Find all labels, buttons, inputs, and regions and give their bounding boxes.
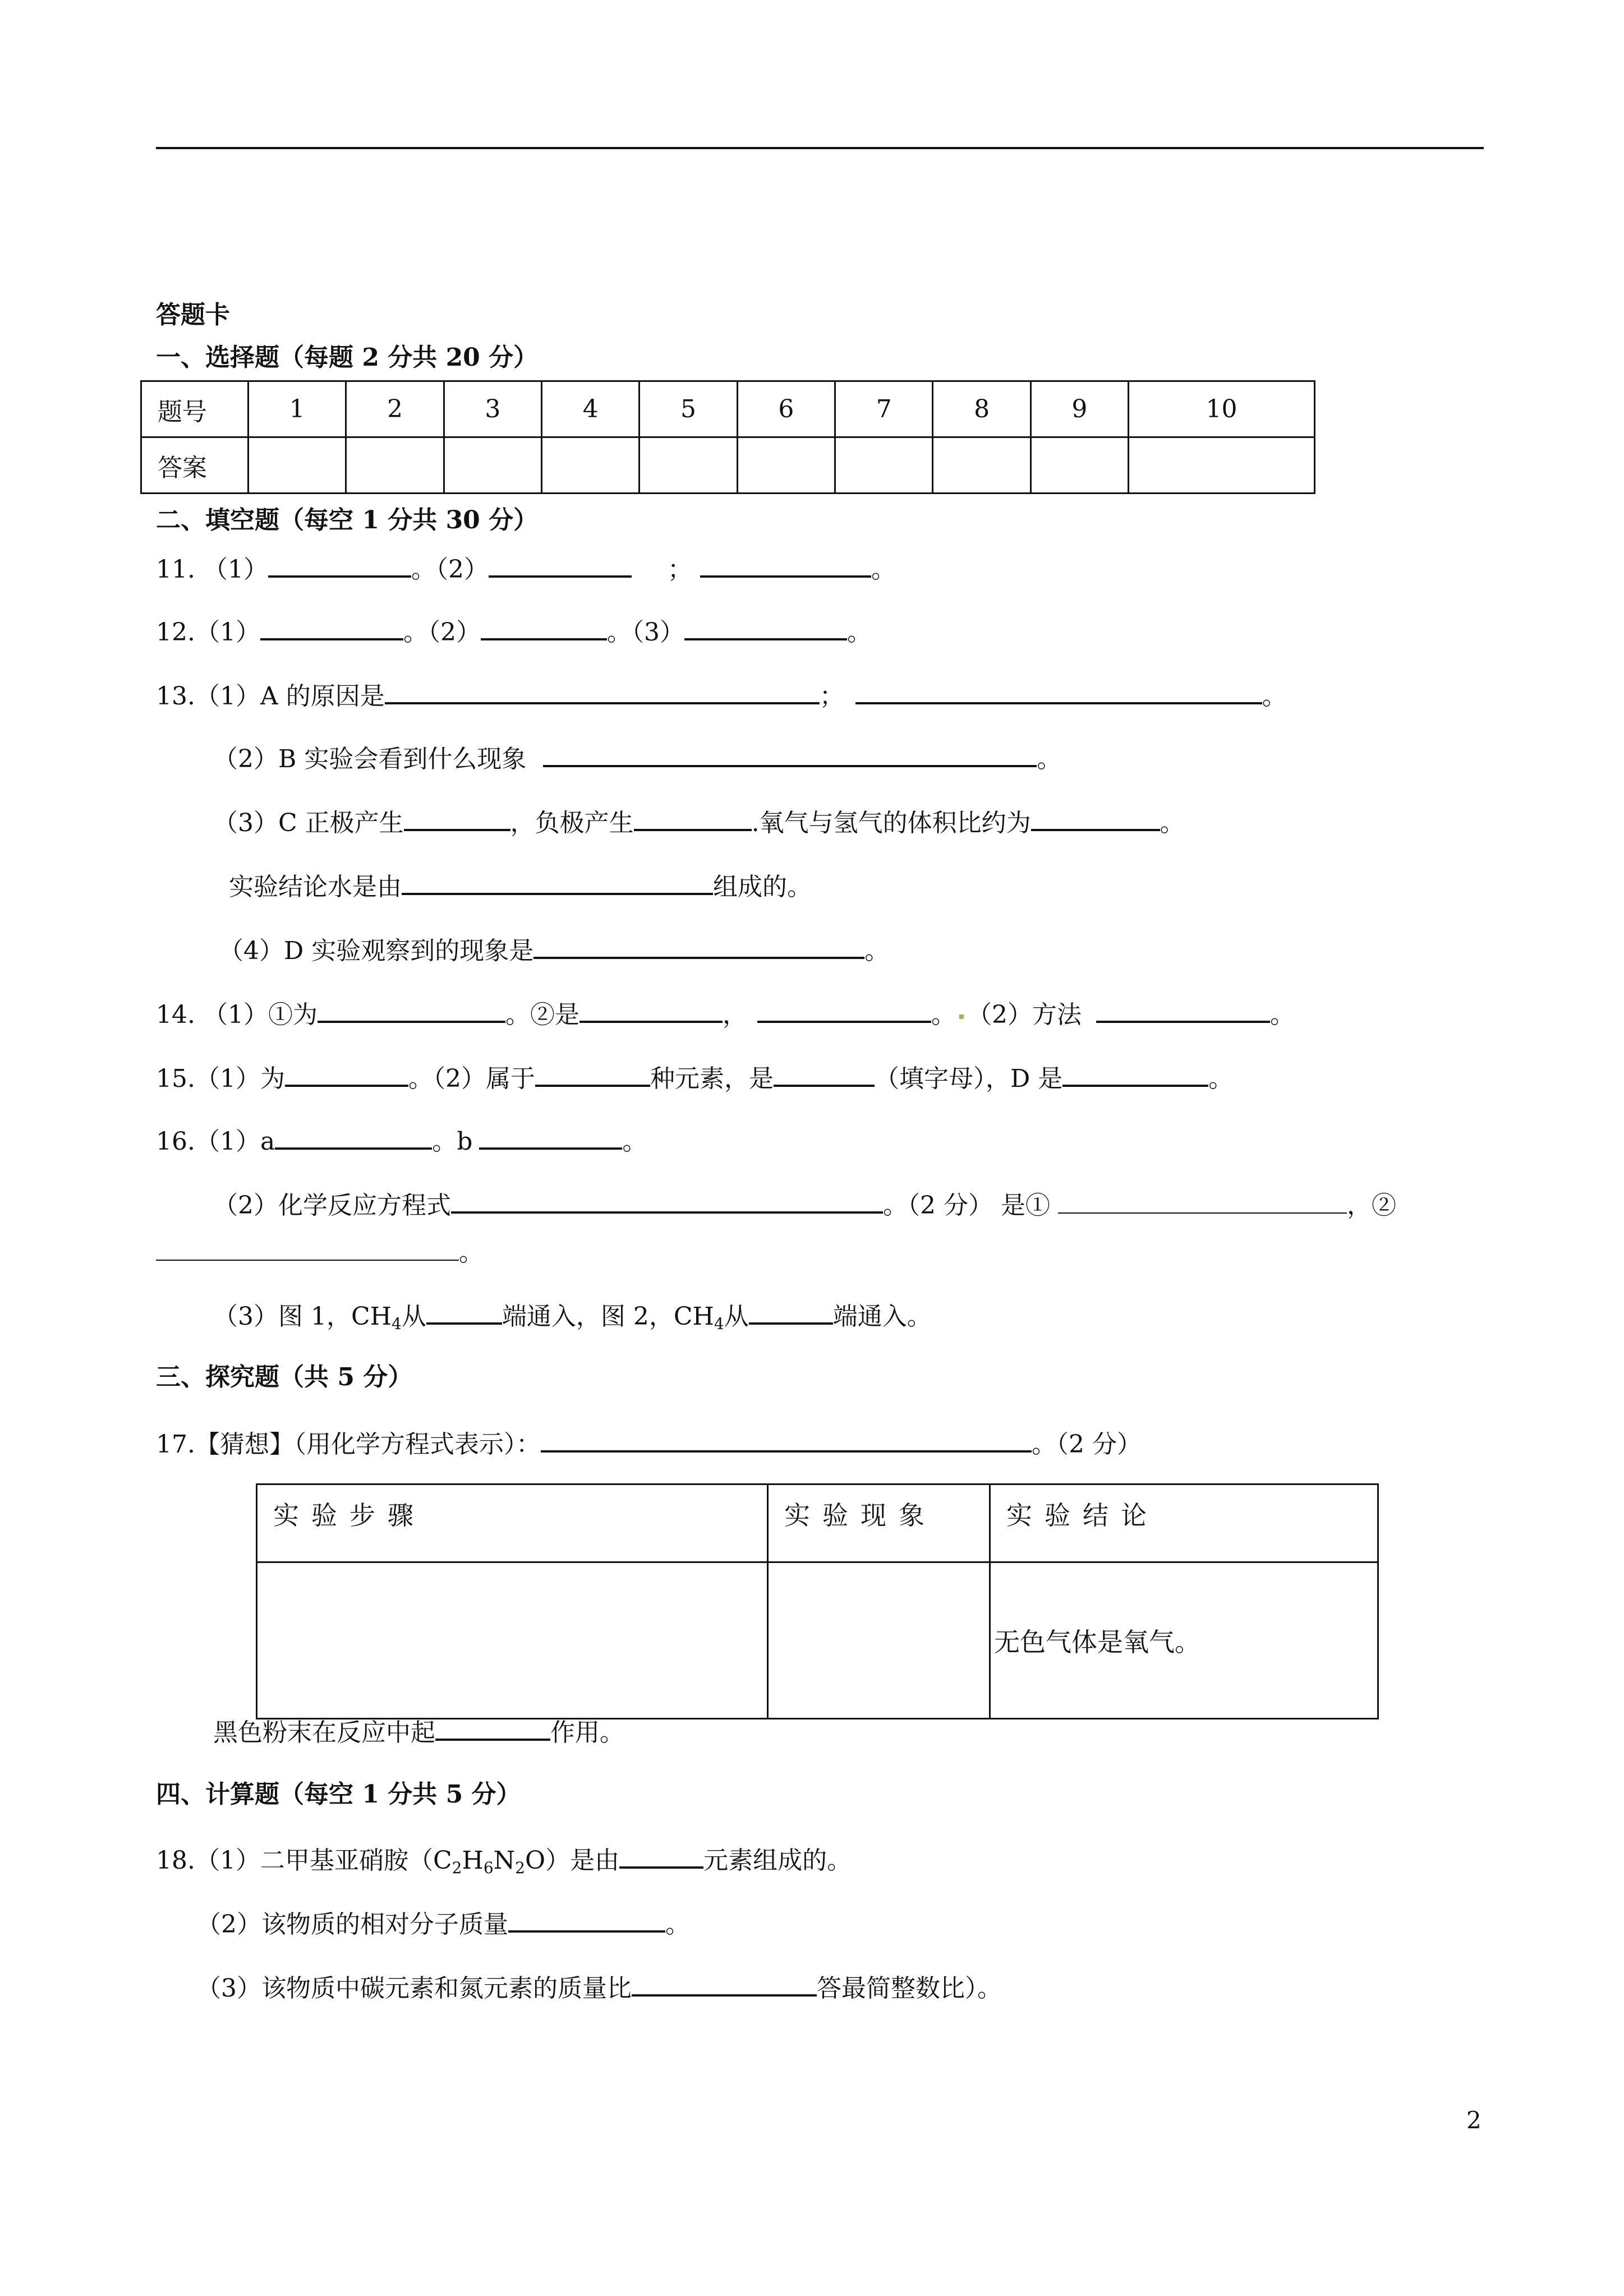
question-14: 14. （1）①为 。②是 ， 。 （2）方法 。: [156, 1001, 1295, 1029]
answer-blank[interactable]: [402, 872, 713, 895]
answer-cell[interactable]: [346, 437, 444, 494]
question-16-part-1: 16.（1）a 。b 。: [156, 1127, 647, 1156]
answer-blank[interactable]: [632, 1973, 817, 1997]
number-cell: 3: [444, 381, 541, 437]
header-rule: [156, 147, 1484, 149]
answer-blank[interactable]: [426, 1301, 502, 1325]
answer-blank[interactable]: [489, 554, 632, 578]
question-13-part-1: 13.（1）A 的原因是 ； 。: [156, 682, 1287, 711]
answer-cell[interactable]: [933, 437, 1030, 494]
answer-blank[interactable]: [749, 1301, 833, 1325]
question-number-row: [141, 381, 1315, 437]
question-11: 11. （1） 。（2） ； 。: [156, 555, 896, 584]
number-cell: 10: [1129, 381, 1315, 437]
answer-blank[interactable]: [318, 999, 505, 1023]
answer-blank[interactable]: [1031, 808, 1160, 831]
answer-blank[interactable]: [774, 1063, 875, 1087]
answer-blank[interactable]: [541, 1429, 1032, 1453]
answer-blank[interactable]: [268, 554, 411, 578]
number-cell: 4: [542, 381, 640, 437]
card-title: 答题卡: [156, 301, 230, 329]
answer-cell[interactable]: [737, 437, 835, 494]
answer-blank[interactable]: [156, 1238, 459, 1261]
answer-blank[interactable]: [260, 617, 403, 640]
answer-blank[interactable]: [404, 808, 510, 831]
section-3-title: 三、探究题（共 5 分）: [156, 1363, 413, 1391]
question-18-part-3: （3）该物质中碳元素和氮元素的质量比 答最简整数比）。: [196, 1974, 1002, 2003]
answer-blank[interactable]: [533, 935, 864, 959]
question-13-part-2: （2）B 实验会看到什么现象 。: [213, 745, 1062, 773]
answer-blank[interactable]: [619, 1845, 703, 1869]
question-15: 15.（1）为 。（2）属于 种元素，是 （填字母），D 是 。: [156, 1064, 1234, 1093]
question-16-part-2: （2）化学反应方程式 。（2 分） 是① ，②: [213, 1191, 1396, 1220]
steps-cell[interactable]: [257, 1562, 768, 1719]
number-cell: 7: [835, 381, 933, 437]
question-17-after: 黑色粉末在反应中起 作用。: [213, 1718, 624, 1747]
answer-blank[interactable]: [479, 1126, 622, 1150]
answer-blank[interactable]: [757, 999, 931, 1023]
choice-answer-table: [140, 380, 1315, 494]
row-label-answer: 答案: [141, 437, 249, 494]
section-4-title: 四、计算题（每空 1 分共 5 分）: [156, 1780, 521, 1809]
number-cell: 8: [933, 381, 1030, 437]
experiment-row: [257, 1562, 1378, 1719]
question-13-part-3: （3）C 正极产生 ，负极产生 .氧气与氢气的体积比约为 。: [213, 809, 1185, 837]
answer-blank[interactable]: [451, 1190, 883, 1214]
answer-cell[interactable]: [542, 437, 640, 494]
answer-blank[interactable]: [1062, 1063, 1208, 1087]
number-cell: 6: [737, 381, 835, 437]
experiment-header-row: [257, 1484, 1378, 1562]
header-phenomenon: 实验现象: [768, 1484, 990, 1562]
answer-blank[interactable]: [481, 617, 607, 640]
number-cell: 1: [249, 381, 346, 437]
section-2-title: 二、填空题（每空 1 分共 30 分）: [156, 506, 539, 534]
question-12: 12.（1） 。（2） 。（3） 。: [156, 618, 872, 647]
answer-blank[interactable]: [1096, 999, 1270, 1023]
number-cell: 2: [346, 381, 444, 437]
answer-blank[interactable]: [535, 1063, 650, 1087]
answer-blank[interactable]: [684, 617, 847, 640]
conclusion-cell: 无色气体是氧气。: [990, 1562, 1378, 1719]
question-13-conclusion: 实验结论水是由 组成的。: [229, 873, 812, 901]
answer-blank[interactable]: [579, 999, 723, 1023]
answer-blank[interactable]: [634, 808, 752, 831]
question-13-part-4: （4）D 实验观察到的现象是 。: [219, 937, 890, 965]
question-18-part-1: 18.（1）二甲基亚硝胺$(C_2H_6N_2O)$是由 元素组成的。: [156, 1846, 852, 1877]
answer-cell[interactable]: [1129, 437, 1315, 494]
answer-blank[interactable]: [855, 681, 1262, 704]
answer-blank[interactable]: [275, 1126, 432, 1150]
answer-cell[interactable]: [249, 437, 346, 494]
phenomenon-cell[interactable]: [768, 1562, 990, 1719]
answer-blank[interactable]: [1058, 1191, 1347, 1214]
header-steps: 实验步骤: [257, 1484, 768, 1562]
answer-row: [141, 437, 1315, 494]
number-cell: 5: [640, 381, 737, 437]
question-16-part-2-cont: 。: [156, 1238, 484, 1265]
section-1-title: 一、选择题（每题 2 分共 20 分）: [156, 343, 539, 372]
question-18-part-2: （2）该物质的相对分子质量 。: [196, 1910, 690, 1939]
answer-blank[interactable]: [700, 554, 871, 578]
page-number: 2: [1466, 2106, 1482, 2134]
answer-blank[interactable]: [543, 744, 1037, 767]
row-label-number: 题号: [141, 381, 249, 437]
number-cell: 9: [1030, 381, 1128, 437]
stray-dot: [959, 1015, 964, 1019]
answer-blank[interactable]: [385, 681, 820, 704]
answer-cell[interactable]: [835, 437, 933, 494]
answer-cell[interactable]: [1030, 437, 1128, 494]
answer-cell[interactable]: [640, 437, 737, 494]
header-conclusion: 实验结论: [990, 1484, 1378, 1562]
question-17: 17.【猜想】（用化学方程式表示）： 。（2 分）: [156, 1430, 1142, 1459]
answer-blank[interactable]: [285, 1063, 408, 1087]
experiment-table: [256, 1483, 1379, 1719]
answer-blank[interactable]: [508, 1909, 665, 1933]
answer-cell[interactable]: [444, 437, 541, 494]
question-16-part-3: （3）图 1，$CH_4$从 端通入，图 2，$CH_4$从 端通入。: [213, 1302, 932, 1333]
answer-blank[interactable]: [435, 1717, 550, 1741]
